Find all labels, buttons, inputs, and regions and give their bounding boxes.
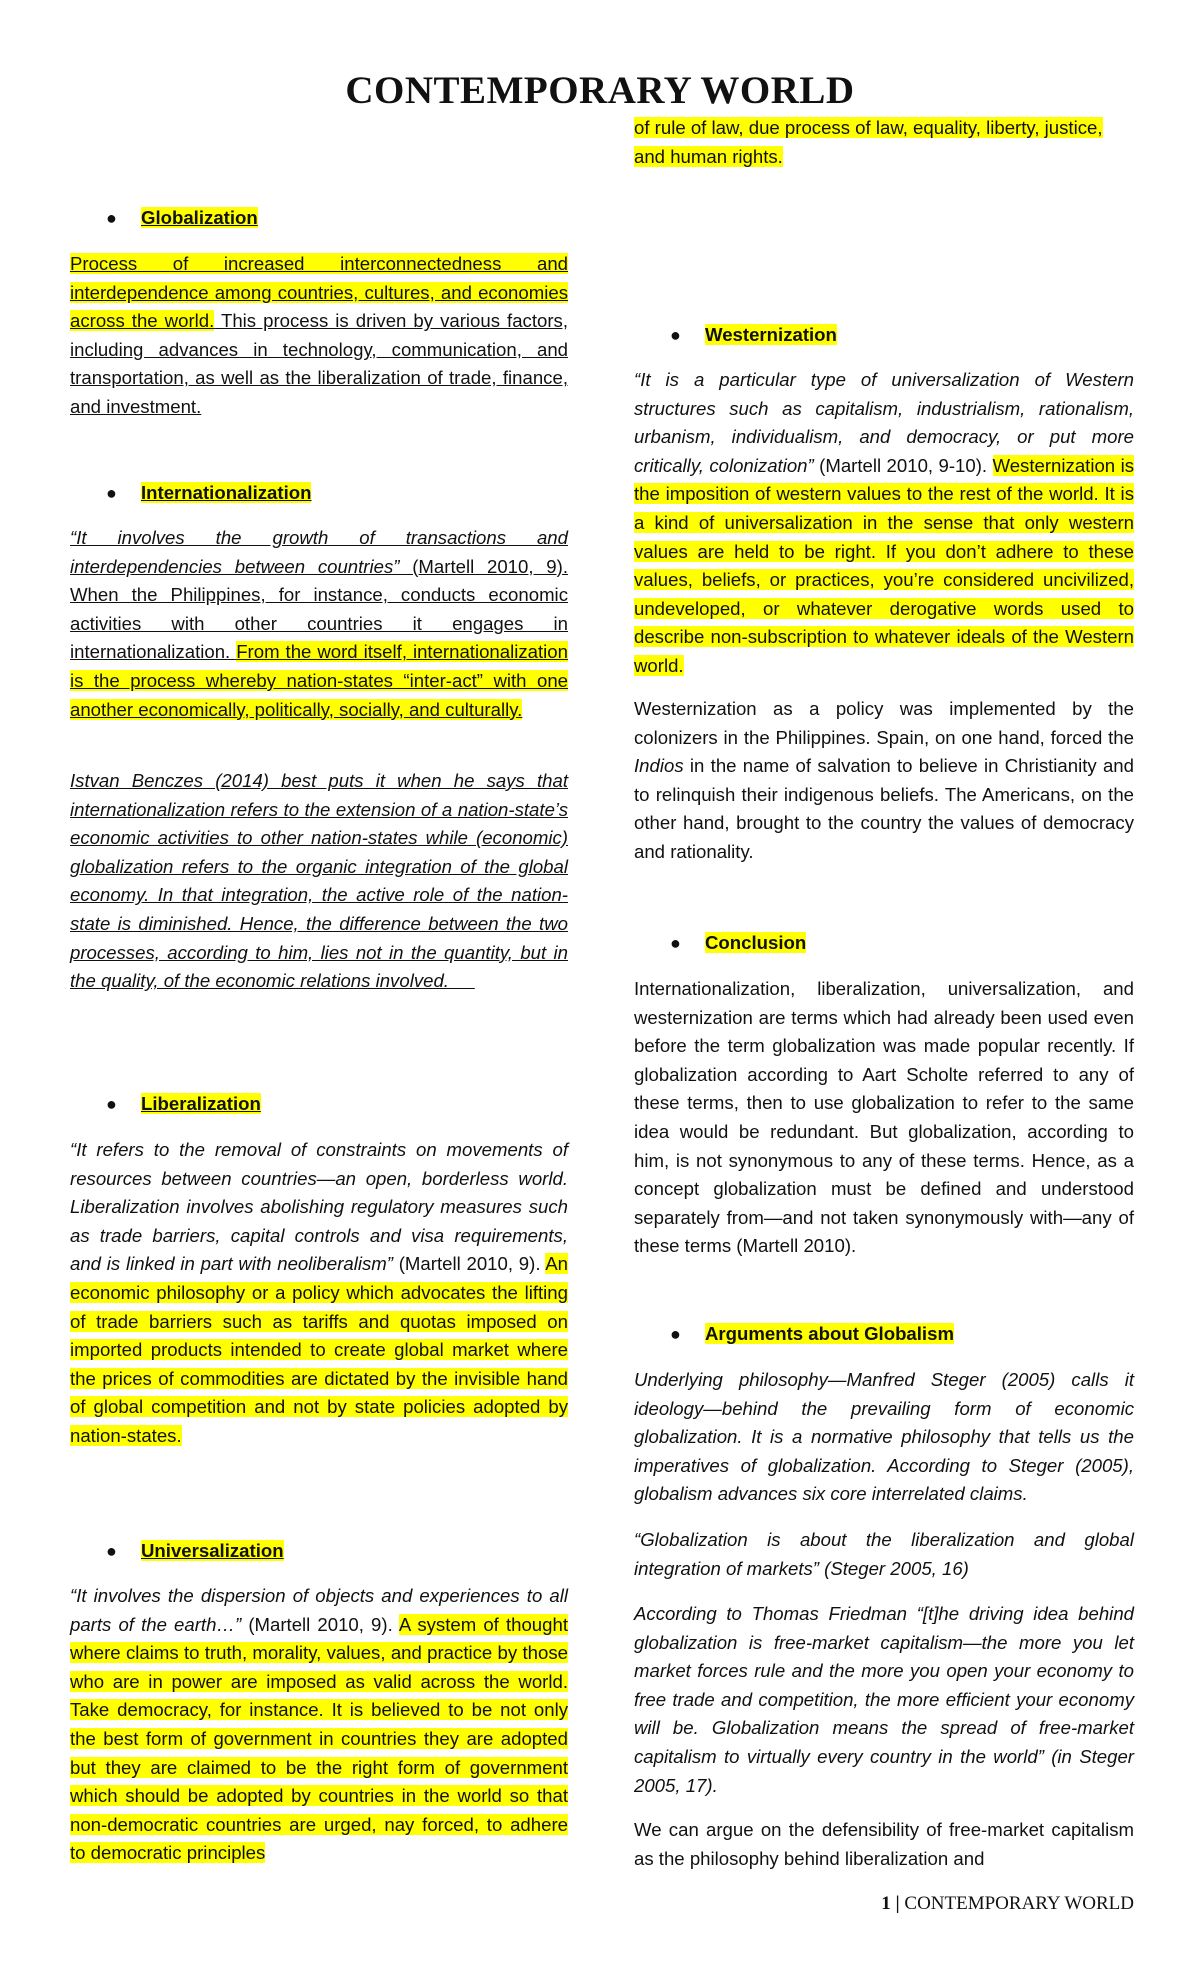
- heading-internationalization: [70, 479, 568, 507]
- westernization-definition: [634, 366, 1134, 681]
- conclusion-text: Internationalization, liberalization, universalization, and westernization are terms which had already been used even before the term globalization was made popular recently. If globalization according to Aart Scholte referred to any of these terms, then to use globalization to refer to the same idea would be redundant. But globalization, according to him, is not synonymous to any of these terms. Hence, as a concept globalization must be defined and understood separately from—and not taken synonymously with—any of these terms (Martell 2010).: [634, 978, 1134, 1257]
- bullet-icon: ●: [106, 1094, 117, 1114]
- liberalization-cite: (Martell 2010, 9).: [392, 1253, 546, 1275]
- bullet-icon: ●: [106, 208, 117, 228]
- westernization-highlight: Westernization is the imposition of western values to the rest of the world. It is a kind of universalization in the sense that only western values are held to be right. If you don’t adhere to these values, beliefs, or practices, you’re considered uncivilized, undeveloped, or whatever derogative words used to describe non-subscription to whatever ideals of the Western world.: [634, 454, 1134, 676]
- bullet-icon: ●: [670, 325, 681, 345]
- globalization-highlight: Process of increased interconnectedness and interdependence among countries, cultures, and economies across the world.: [70, 253, 568, 332]
- friedman-paragraph: According to Thomas Friedman “[t]he driving idea behind globalization is free-market capitalism—the more you let market forces rule and the more you open your economy to free trade and competition, the more efficient your economy will be. Globalization means the spread of free-market capitalism to virtually every country in the world” (in Steger 2005, 17).: [634, 1603, 1134, 1796]
- westernization-policy-b: in the name of salvation to believe in Christianity and to relinquish their indigenous beliefs. The Americans, on the other hand, brought to the country the values of democracy and rationality.: [634, 755, 1134, 862]
- internationalization-highlight: From the word itself, internationalization is the process whereby nation-states “inter-act” with one another economically, politically, socially, and culturally.: [70, 641, 568, 720]
- liberalization-highlight: An economic philosophy or a policy which advocates the lifting of trade barriers such as tariffs and quotas imposed on imported products intended to create global market where the prices of commodities are dictated by the invisible hand of global competition and not by state policies adopted by nation-states.: [70, 1253, 568, 1446]
- globalization-definition: [70, 250, 568, 422]
- heading-universalization-label: Universalization: [141, 1540, 284, 1561]
- universalization-quote: “It involves the dispersion of objects and experiences to all parts of the earth…”: [70, 1585, 568, 1635]
- benczes-paragraph: [70, 767, 568, 996]
- westernization-policy: [634, 695, 1134, 867]
- heading-liberalization-label: Liberalization: [141, 1093, 261, 1114]
- heading-globalization-label: Globalization: [141, 207, 258, 228]
- liberalization-quote: “It refers to the removal of constraints on movements of resources between countries—an open, borderless world. Liberalization involves abolishing regulatory measures such as trade barriers, capital controls and visa requirements, and is linked in part with neoliberalism”: [70, 1139, 568, 1275]
- internationalization-definition: [70, 524, 568, 724]
- final-paragraph: We can argue on the defensibility of free-market capitalism as the philosophy behind liberalization and: [634, 1819, 1134, 1869]
- westernization-quote: “It is a particular type of universalization of Western structures such as capitalism, industrialism, rationalism, urbanism, individualism, and democracy, or put more critically, colonization”: [634, 369, 1134, 476]
- heading-westernization-label: Westernization: [705, 324, 837, 345]
- heading-conclusion: [634, 929, 1134, 957]
- heading-globalization: [70, 204, 568, 232]
- claim-paragraph: “Globalization is about the liberalization and global integration of markets” (Steger 2005, 16): [634, 1529, 1134, 1579]
- heading-arguments: [634, 1320, 1134, 1348]
- heading-arguments-label: Arguments about Globalism: [705, 1323, 954, 1344]
- steger-paragraph: Underlying philosophy—Manfred Steger (2005) calls it ideology—behind the prevailing form of economic globalization. It is a normative philosophy that tells us the imperatives of globalization. According to Steger (2005), globalism advances six core interrelated claims.: [634, 1369, 1134, 1505]
- universalization-definition: [70, 1582, 568, 1868]
- footer-separator: |: [895, 1893, 900, 1914]
- westernization-policy-indios: Indios: [634, 755, 684, 777]
- internationalization-quote: “It involves the growth of transactions and interdependencies between countries”: [70, 527, 568, 577]
- heading-internationalization-label: Internationalization: [141, 482, 312, 503]
- internationalization-cite: (Martell 2010, 9). When the Philippines, for instance, conducts economic activities with other countries it engages in internationalization.: [70, 555, 568, 663]
- bullet-icon: ●: [670, 933, 681, 953]
- universalization-continued: [634, 114, 1134, 171]
- heading-universalization: [70, 1537, 568, 1565]
- westernization-policy-a: Westernization as a policy was implemented by the colonizers in the Philippines. Spain, on one hand, forced the: [634, 698, 1134, 748]
- benczes-text: Istvan Benczes (2014) best puts it when he says that internationalization refers to the extension of a nation-state’s economic activities to other nation-states while (economic) globalization refers to the organic integration of the global economy. In that integration, the active role of the nation-state is diminished. Hence, the difference between the two processes, according to him, lies not in the quantity, but in the quality, of the economic relations involved.: [70, 770, 568, 992]
- page-title: CONTEMPORARY WORLD: [345, 69, 855, 112]
- page-number: 1: [881, 1893, 891, 1914]
- bullet-icon: ●: [106, 1541, 117, 1561]
- bullet-icon: ●: [670, 1324, 681, 1344]
- liberalization-definition: [70, 1136, 568, 1451]
- footer-label: CONTEMPORARY WORLD: [904, 1893, 1134, 1914]
- heading-liberalization: [70, 1090, 568, 1118]
- universalization-cite: (Martell 2010, 9).: [241, 1613, 399, 1635]
- heading-conclusion-label: Conclusion: [705, 932, 807, 953]
- heading-westernization: [634, 321, 1134, 349]
- universalization-continued-text: of rule of law, due process of law, equality, liberty, justice, and human rights.: [634, 117, 1103, 167]
- universalization-highlight: A system of thought where claims to truth, morality, values, and practice by those who are in power are imposed as valid across the world. Take democracy, for instance. It is believed to be not only the best form of government in countries they are adopted but they are claimed to be the right form of government which should be adopted by countries in the world so that non-democratic countries are urged, nay forced, to adhere to democratic principles: [70, 1613, 568, 1864]
- bullet-icon: ●: [106, 483, 117, 503]
- benczes-tail: [449, 970, 475, 991]
- page-footer: [881, 1893, 1134, 1915]
- globalization-rest: This process is driven by various factors, including advances in technology, communication, and transportation, as well as the liberalization of trade, finance, and investment.: [70, 310, 569, 417]
- westernization-cite: (Martell 2010, 9-10).: [813, 454, 993, 476]
